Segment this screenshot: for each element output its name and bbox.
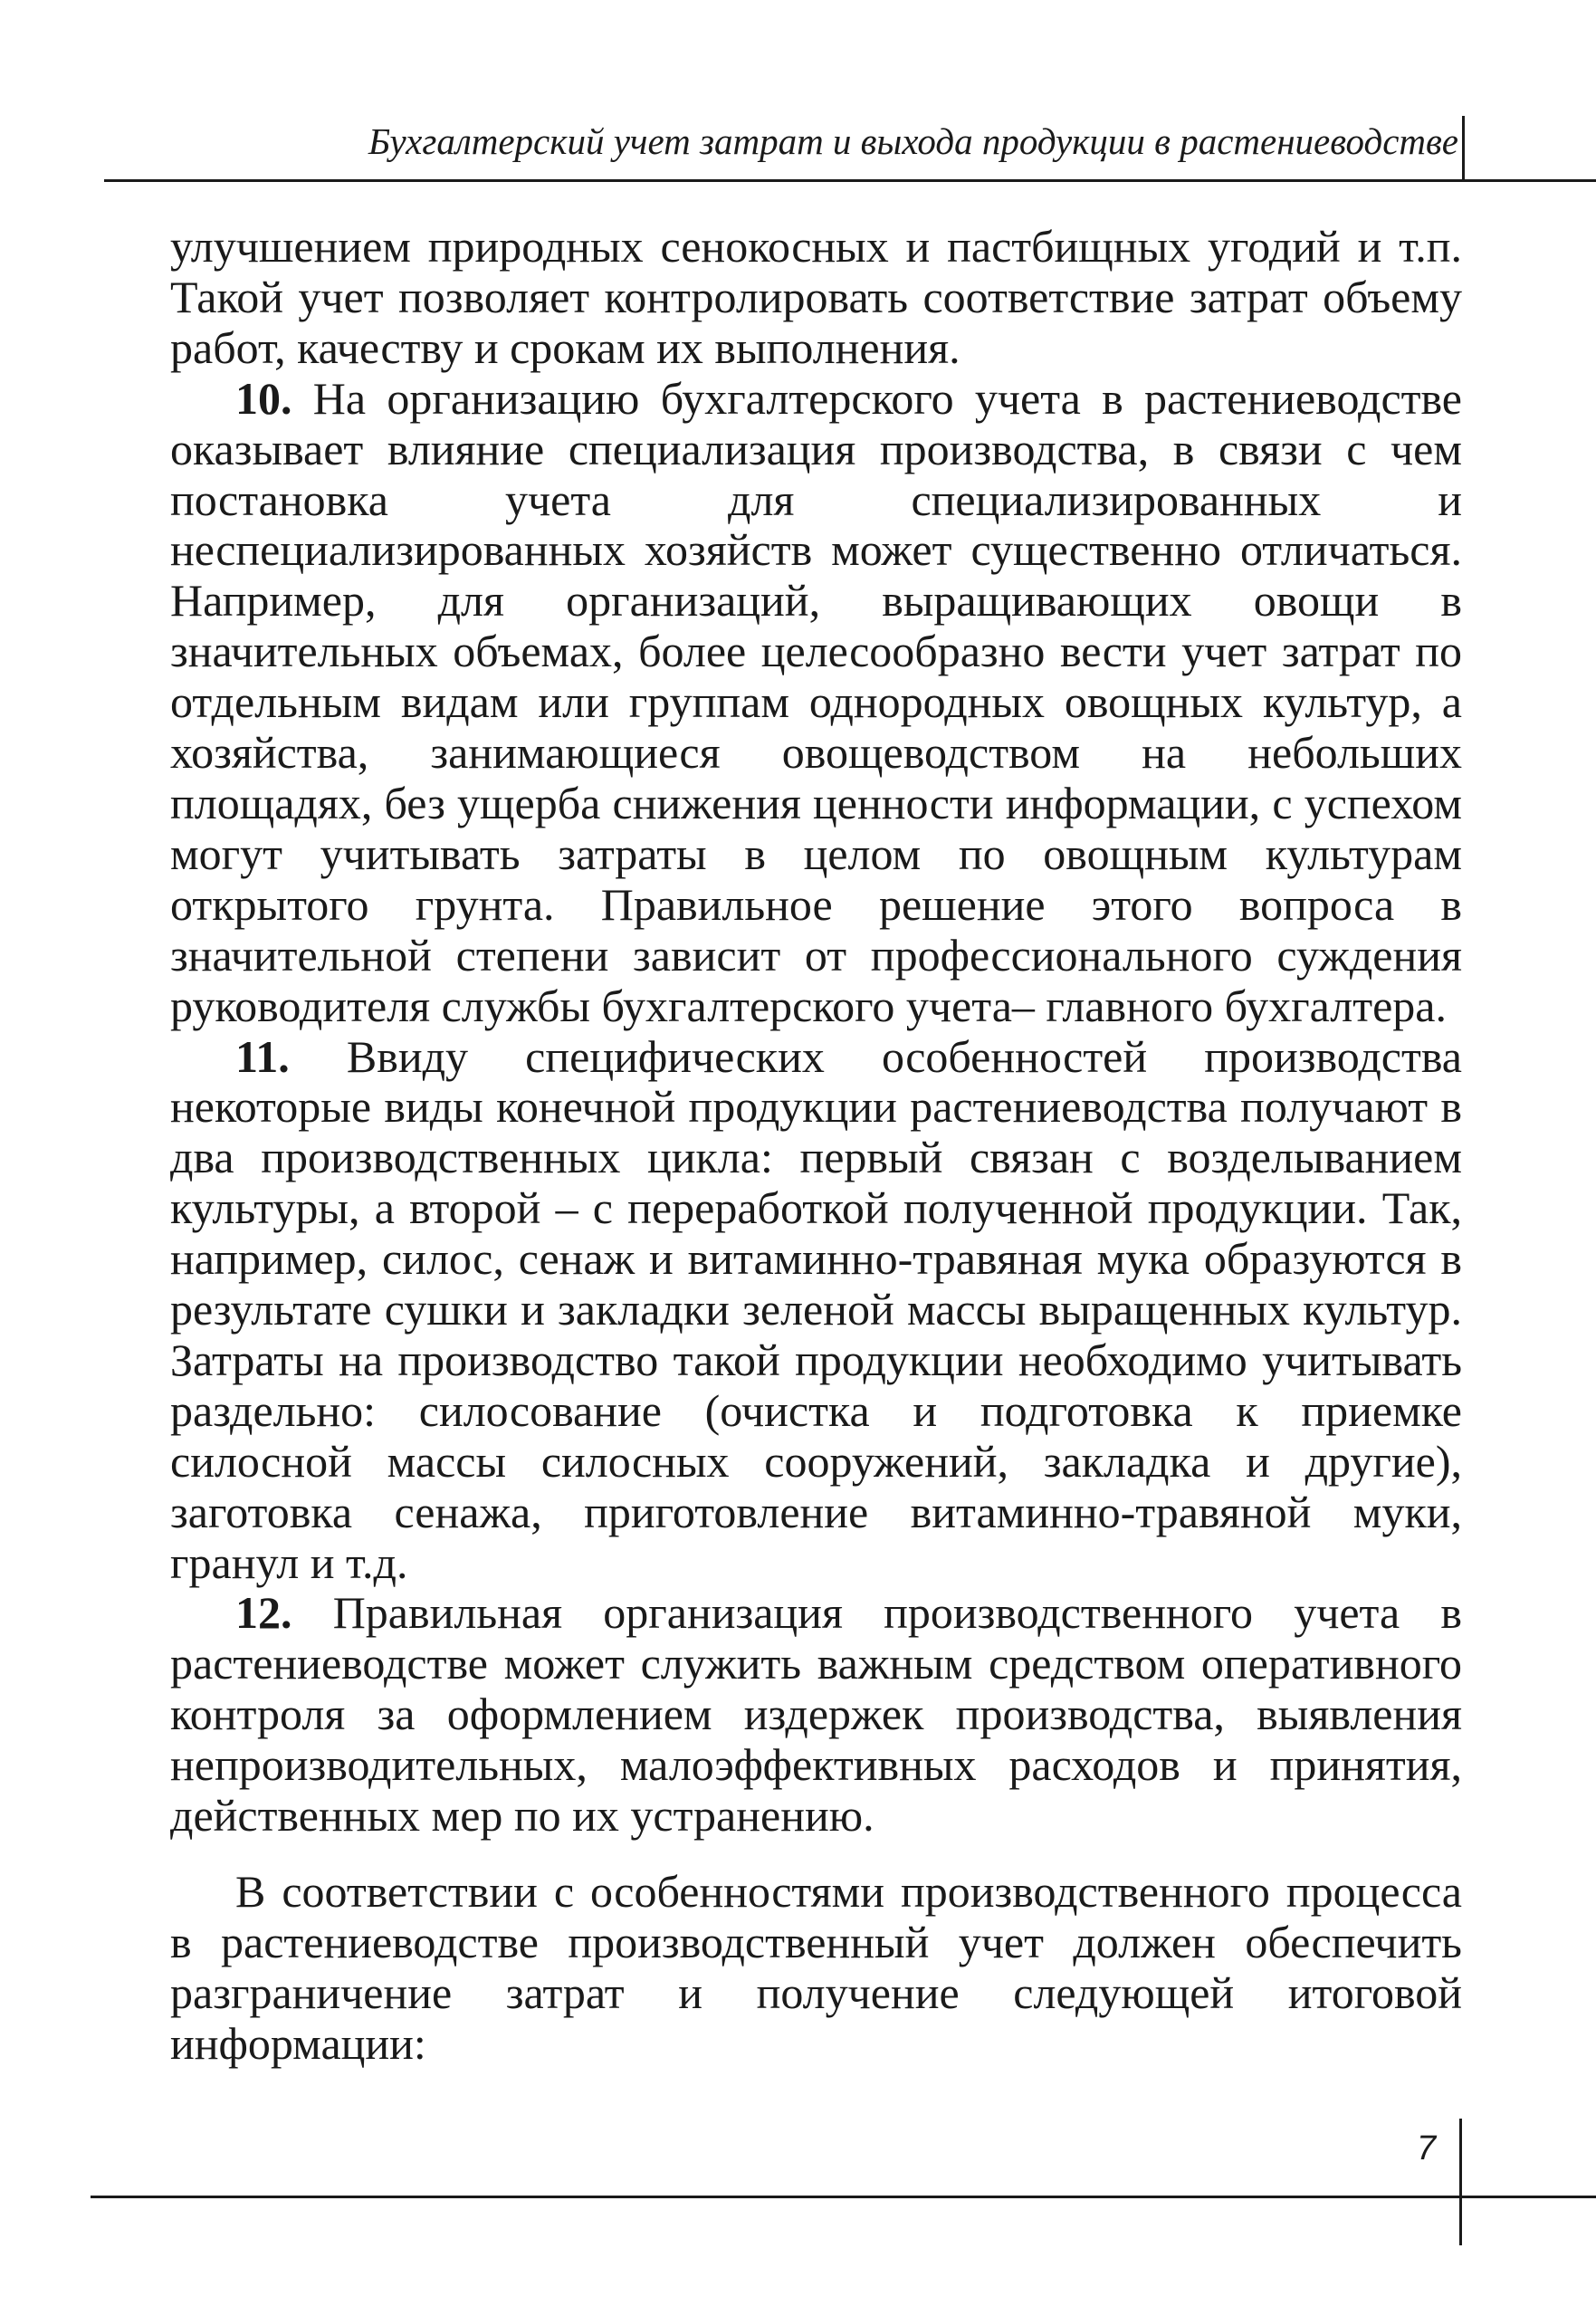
paragraph-number: 12.: [235, 1587, 292, 1639]
page-number: 7: [1417, 2129, 1437, 2167]
paragraph-text: Ввиду специфических особенностей производства некоторые виды конечной продукции растениеводства получают в два производственных цикла: первый связан с возделыванием культуры, а второй – с переработкой полученной продукции. Так, например, силос, сенаж и витаминно-травяная мука образуются в результате сушки и закладки зеленой массы выращенных культур. Затраты на производство такой продукции необходимо учитывать раздельно: силосование (очистка и подготовка к приемке силосной массы силосных сооружений, закладка и другие), заготовка сенажа, приготовление витаминно-травяной муки, гранул и т.д.: [170, 1030, 1462, 1588]
paragraph-continuation: улучшением природных сенокосных и пастбищных угодий и т.п. Такой учет позволяет контролировать соответствие затрат объему работ, качеству и срокам их выполнения.: [170, 221, 1462, 373]
header-divider-tick: [1462, 116, 1465, 181]
footer-rule: [91, 2196, 1596, 2198]
paragraph-10: [170, 374, 1462, 1032]
paragraph-number: 10.: [235, 372, 292, 424]
header-rule: [104, 179, 1596, 182]
paragraph-text: Правильная организация производственного учета в растениеводстве может служить важным средством оперативного контроля за оформлением издержек производства, выявления непроизводительных, малоэффективных расходов и принятия, действенных мер по их устранению.: [170, 1587, 1462, 1842]
paragraph-text: На организацию бухгалтерского учета в растениеводстве оказывает влияние специализация производства, в связи с чем постановка учета для специализированных и неспециализированных хозяйств может существенно отличаться. Например, для организаций, выращивающих овощи в значительных объемах, более целесообразно вести учет затрат по отдельным видам или группам однородных овощных культур, а хозяйства, занимающиеся овощеводством на небольших площадях, без ущерба снижения ценности информации, с успехом могут учитывать затраты в целом по овощным культурам открытого грунта. Правильное решение этого вопроса в значительной степени зависит от профессионального суждения руководителя службы бухгалтерского учета– главного бухгалтера.: [170, 372, 1463, 1031]
paragraph-final: В соответствии с особенностями производственного процесса в растениеводстве производственный учет должен обеспечить разграничение затрат и получение следующей итоговой информации:: [170, 1866, 1462, 2069]
footer-divider-tick: [1459, 2119, 1462, 2245]
paragraph-12: [170, 1588, 1462, 1842]
running-header: Бухгалтерский учет затрат и выхода продукции в растениеводстве: [368, 120, 1458, 162]
page-body: [170, 222, 1462, 2070]
paragraph-11: [170, 1032, 1462, 1589]
paragraph-number: 11.: [235, 1030, 290, 1082]
